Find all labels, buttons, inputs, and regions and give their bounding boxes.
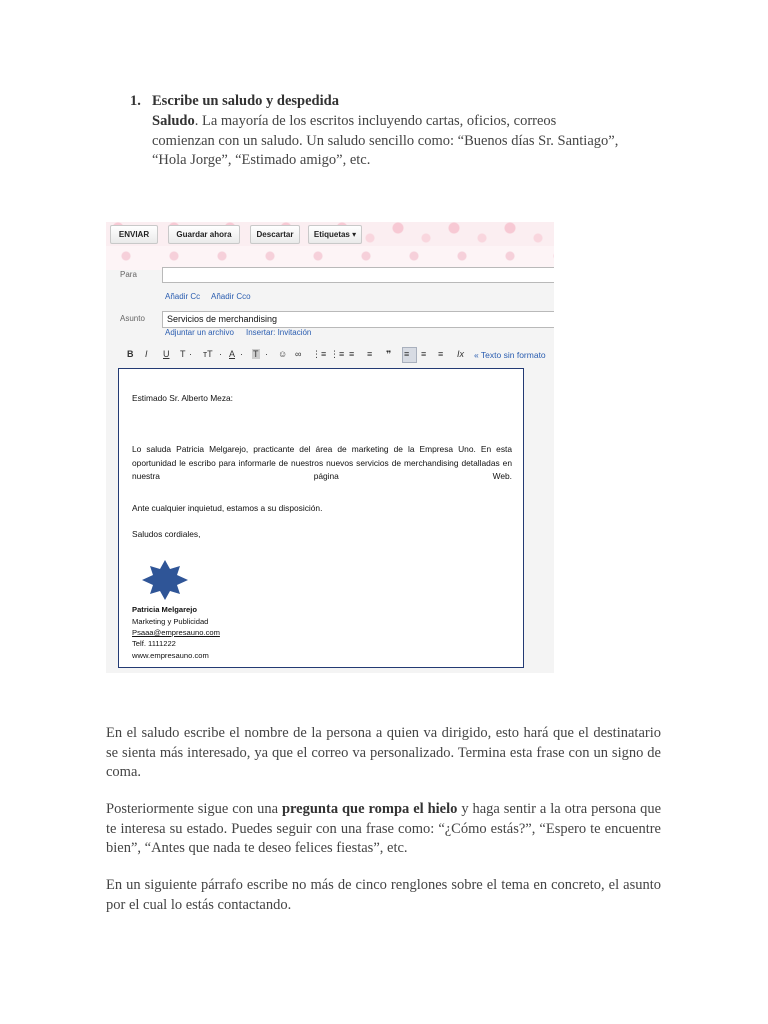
signature-email[interactable]: Psaaa@empresauno.com: [132, 628, 220, 637]
to-label: Para: [120, 270, 137, 279]
attach-file-link[interactable]: Adjuntar un archivo: [165, 328, 234, 337]
signature-web[interactable]: www.empresauno.com: [132, 651, 209, 660]
signature-name: Patricia Melgarejo: [132, 605, 197, 614]
send-button[interactable]: ENVIAR: [110, 225, 158, 244]
signature-phone: Telf. 1111222: [132, 639, 176, 648]
text-color-icon[interactable]: A: [229, 349, 236, 359]
highlight-icon[interactable]: T: [253, 349, 259, 359]
subject-label: Asunto: [120, 314, 145, 323]
signature-dept: Marketing y Publicidad: [132, 617, 209, 626]
compose-toolbar: [106, 222, 554, 247]
plain-text-link[interactable]: « Texto sin formato: [474, 350, 546, 360]
compose-screenshot: [106, 222, 554, 673]
paragraph-2-start: Posteriormente sigue con una: [106, 801, 279, 817]
section-heading: Escribe un saludo y despedida: [152, 93, 339, 109]
paragraph-2-end: y haga sentir a la otra persona que te interesa su estado. Puedes seguir con una frase como: “¿Cómo estás?”, “Espero te encuentre bien”, “Antes que nada te deseo felices fiestas”, etc.: [106, 801, 662, 856]
font-size-dropdown-dot: ·: [219, 349, 222, 359]
subject-field[interactable]: [162, 311, 554, 328]
highlight-dropdown-dot: ·: [265, 349, 268, 359]
to-field[interactable]: [162, 267, 554, 283]
align-right-icon[interactable]: ≡: [438, 349, 444, 359]
align-left-icon[interactable]: ≡: [404, 349, 410, 359]
save-now-button[interactable]: Guardar ahora: [168, 225, 240, 244]
message-closing: Saludos cordiales,: [132, 529, 201, 539]
paragraph-1: En el saludo escribe el nombre de la persona a quien va dirigido, esto hará que el destinatario se sienta más interesado, ya que el correo va personalizado. Termina esta frase con un signo de coma.: [106, 725, 661, 780]
link-icon[interactable]: ∞: [295, 349, 302, 359]
bold-icon[interactable]: B: [127, 349, 134, 359]
subject-value: Servicios de merchandising: [167, 314, 278, 324]
insert-invitation-link[interactable]: Insertar: Invitación: [246, 328, 312, 337]
emoji-icon[interactable]: ☺: [278, 349, 288, 359]
star-logo-icon: [141, 559, 189, 601]
message-line2: Ante cualquier inquietud, estamos a su disposición.: [132, 503, 323, 513]
list-number: 1.: [130, 93, 141, 109]
numbered-list-icon[interactable]: ⋮≡: [312, 349, 327, 359]
indent-less-icon[interactable]: ≡: [349, 349, 355, 359]
paragraph-3: En un siguiente párrafo escribe no más de cinco renglones sobre el tema en concreto, el asunto por el cual lo estás contactando.: [106, 877, 661, 913]
intro-bold-term: Saludo: [152, 113, 195, 129]
paragraph-2: [106, 800, 661, 859]
intro-text: . La mayoría de los escritos incluyendo cartas, oficios, correos comienzan con un saludo. Un saludo sencillo como: “Buenos días Sr. Santiago”, “Hola Jorge”, “Estimado amigo”, etc.: [152, 113, 619, 168]
italic-icon[interactable]: I: [145, 349, 148, 359]
add-bcc-link[interactable]: Añadir Cco: [211, 292, 251, 301]
font-icon[interactable]: T: [180, 349, 186, 359]
message-paragraph: Lo saluda Patricia Melgarejo, practicante del área de marketing de la Empresa Uno. En esta oportunidad le escribo para informarle de nuestros nuevos servicios de merchandising detalladas en nuestra página Web.: [132, 444, 512, 482]
discard-button[interactable]: Descartar: [250, 225, 300, 244]
clear-format-icon[interactable]: Ix: [457, 349, 465, 359]
indent-more-icon[interactable]: ≡: [367, 349, 373, 359]
message-greeting: Estimado Sr. Alberto Meza:: [132, 393, 234, 403]
align-center-icon[interactable]: ≡: [421, 349, 427, 359]
paragraph-2-bold: pregunta que rompa el hielo: [281, 801, 458, 817]
font-size-icon[interactable]: тT: [203, 349, 213, 359]
labels-button[interactable]: Etiquetas ▾: [308, 225, 362, 244]
add-cc-link[interactable]: Añadir Cc: [165, 292, 201, 301]
bulleted-list-icon[interactable]: ⋮≡: [330, 349, 345, 359]
quote-icon[interactable]: ❞: [386, 349, 392, 359]
underline-icon[interactable]: U: [163, 349, 170, 359]
intro-paragraph: [152, 112, 622, 171]
message-body[interactable]: [118, 368, 524, 668]
text-color-dropdown-dot: ·: [240, 349, 243, 359]
font-dropdown-dot: ·: [189, 349, 192, 359]
